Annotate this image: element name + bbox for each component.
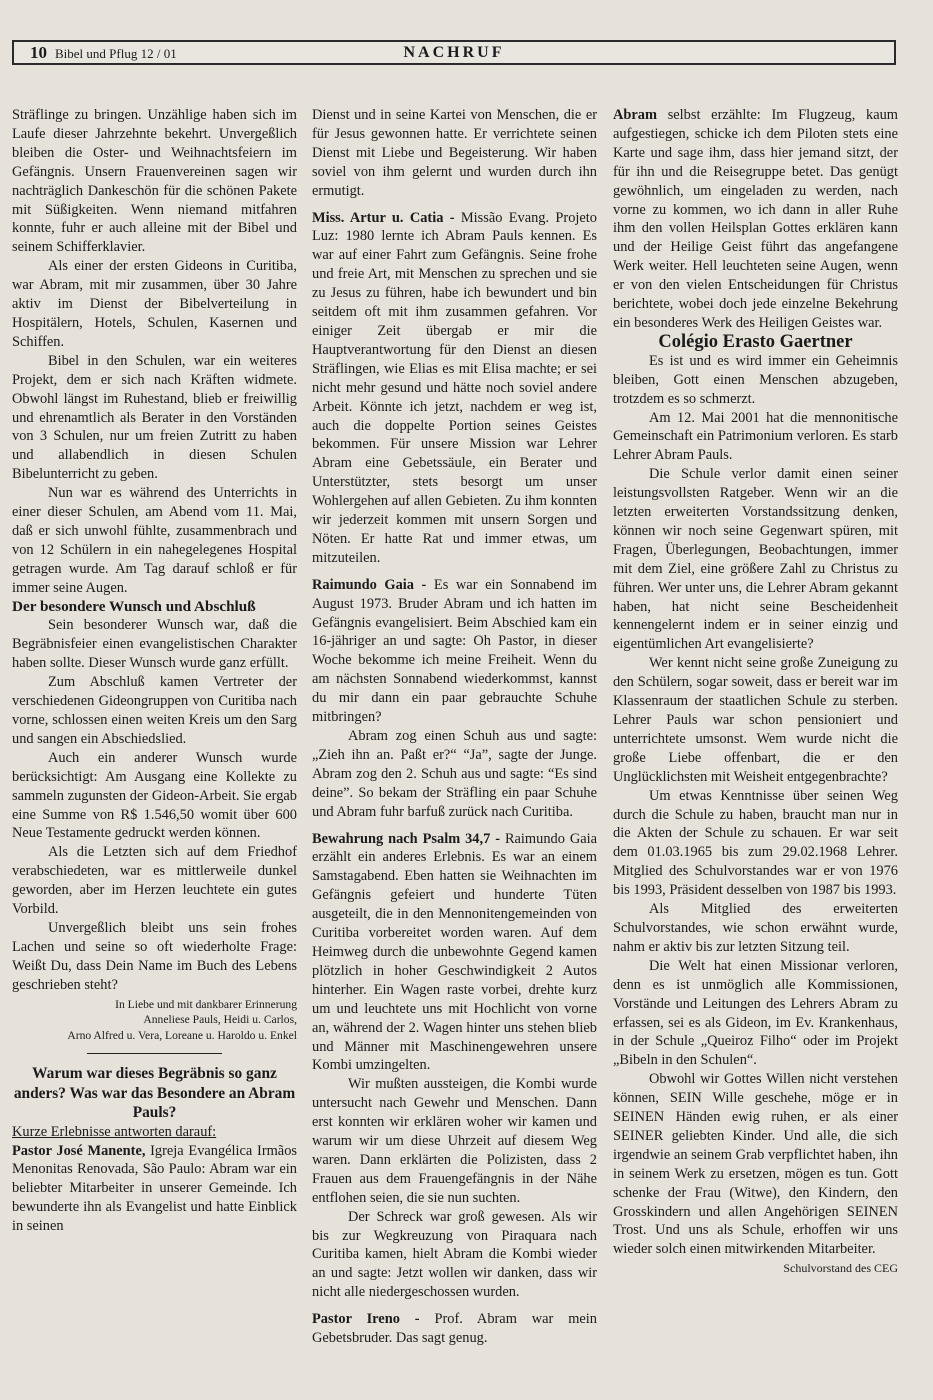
paragraph-text: Igreja Evangélica Irmãos Menonitas Renovada, São Paulo: Abram war ein beliebter Mitarbeiter in unserer Gemeinde. Ich bewunderte ihn als Evangelist und hatte Einblick in seinen: [12, 1142, 297, 1235]
signature: Schulvorstand des CEG: [783, 1261, 898, 1276]
paragraph: Bibel in den Schulen, war ein weiteres Projekt, dem er sich nach Kräften widmete. Obwohl längst im Ruhestand, blieb er freiwillig und ehrenamtlich als Berater in den Vorständen von 3 Schulen, nur um freien Zutritt zu haben und allabendlich in diesen Schulen Bibelunterricht zu geben.: [12, 352, 297, 483]
lead-in: Abram: [613, 107, 657, 123]
paragraph: Unvergeßlich bleibt uns sein frohes Lachen und seine so oft wiederholte Frage: Weißt Du, dass Dein Name im Buch des Lebens geschrieben steht?: [12, 919, 297, 993]
paragraph: Wer kennt nicht seine große Zuneigung zu den Schülern, sogar soweit, dass er bereit war im Klassenraum der staatlichen Schule zu sterben. Lehrer Pauls war schon pensioniert und unterrichtete umsonst. Wem wurde nicht die große Liebe offenbart, die er den Unglücklichsten mit Weisheit entgegenbrachte?: [613, 655, 898, 785]
lead-in: Pastor José Manente,: [12, 1142, 146, 1159]
paragraph: [312, 576, 597, 727]
paragraph: Als Mitglied des erweiterten Schulvorstandes, wie schon erwähnt wurde, nahm er aktiv bis zur letzten Sitzung teil.: [613, 901, 898, 955]
signature-line: Arno Alfred u. Vera, Loreane u. Haroldo u. Enkel: [67, 1028, 297, 1042]
paragraph: Als einer der ersten Gideons in Curitiba, war Abram, mit mir zusammen, über 30 Jahre aktiv im Dienst der Bibelverteilung in Hospitälern, Hotels, Schulen, Kasernen und Schiffen.: [12, 258, 297, 350]
paragraph: Der Schreck war groß gewesen. Als wir bis zur Wegkreuzung von Piraquara nach Curitiba kamen, hielt Abram die Kombi wieder an und sagte: Jetzt wollen wir danken, dass wir nicht alle niedergeschossen wurden.: [312, 1208, 597, 1301]
paragraph: Zum Abschluß kamen Vertreter der verschiedenen Gideongruppen von Curitiba nach vorne, schlossen einen weiten Kreis um den Sarg und sangen ein Abschiedslied.: [12, 674, 297, 747]
paragraph: Sträflinge zu bringen. Unzählige haben sich im Laufe dieser Jahrzehnte bekehrt. Unvergeßlich bleiben die Oster- und Weihnachtsfeiern im Gefängnis. Unsern Frauenvereinen sagen wir nachträglich Dankeschön für die schönen Pakete mit Süßigkeiten. Wenn niemand mitfahren konnte, fuhr er auch alleine mit der Bibel und seinem Schifferklavier.: [12, 107, 297, 256]
paragraph: [312, 209, 597, 568]
question-heading: Warum war dieses Begräbnis so ganz anders? Was war das Besondere an Abram Pauls?: [13, 1065, 296, 1122]
page-number: 10: [30, 42, 47, 62]
paragraph: [312, 830, 597, 1076]
paragraph: [312, 1310, 597, 1348]
paragraph: Abram zog einen Schuh aus und sagte: „Zieh ihn an. Paßt er?“ “Ja”, sagte der Junge. Abram zog den 2. Schuh aus und sagte: “Es sind deine”. So bekam der Sträfling ein paar Schuhe und Abram fuhr barfuß zurück nach Curitiba.: [312, 728, 597, 820]
paragraph-text: Missão Evang. Projeto Luz: 1980 lernte ich Abram Pauls kennen. Es war auf einer Fahrt zum Gefängnis. Seine frohe und freie Art, mit Menschen zu sprechen und sie zu Jesus zu führen, habe ich bewundert und bin seitdem oft mit ihm zusammen gefahren. Vor einiger Zeit übergab er mir die Hauptverantwortung für den Dienst an diesen Sträflingen, wie Elias es mit Elisa machte; er sei nicht mehr gesund und hätte noch soviel andere Arbeit. Könnte ich jetzt, nachdem er weg ist, auch die doppelte Portion seines Geistes bekommen. Für unsere Mission war Lehrer Abram eine Gebetssäule, ein Berater und Unterstützter, stets besorgt um unser Wohlergehen auf allen Gebieten. Zu ihm konnten wir jederzeit kommen mit unsern Sorgen und Nöten. Er hatte Rat und immer etwas, um mitzuteilen.: [312, 209, 597, 566]
column-3: [613, 106, 898, 1386]
paragraph: Es ist und es wird immer ein Geheimnis bleiben, Gott einen Menschen abzugeben, trotzdem es so schmerzt.: [613, 352, 898, 407]
paragraph: Sein besonderer Wunsch war, daß die Begräbnisfeier einen evangelistischen Charakter haben sollte. Dieser Wunsch wurde ganz erfüllt.: [12, 617, 297, 672]
paragraph: [613, 106, 898, 333]
paragraph: Obwohl wir Gottes Willen nicht verstehen können, SEIN Wille geschehe, möge er in SEINEN Händen ewig ruhen, er als einer SEINER geliebten Kinder. Und alle, die sich irgendwie an seinem Grab verpflichtet haben, ihn in seinem Werk zu ersetzen, mögen es tun. Gott schenke der Frau (Witwe), den Kindern, den Grosskindern und allen Angehörigen SEINEN Trost. Und uns als Schule, erhoffen wir uns wieder solch einen mitwirkenden Mitarbeiter.: [613, 1071, 898, 1258]
paragraph: Die Welt hat einen Missionar verloren, denn es ist unmöglich alle Kommissionen, Vorstände und Leitungen des Lehrers Abram zu erfassen, sei es als Gideon, im Ev. Krankenhaus, in der Schule „Queiroz Filho“ oder im Projekt „Bibeln in den Schulen“.: [613, 957, 898, 1069]
paragraph: Am 12. Mai 2001 hat die mennonitische Gemeinschaft ein Patrimonium verloren. Es starb Lehrer Abram Pauls.: [613, 409, 898, 464]
paragraph: Nun war es während des Unterrichts in einer dieser Schulen, am Abend vom 11. Mai, daß er sich unwohl fühlte, zusammenbrach und von 12 Schülern in ein nahegelegenes Hospital getragen wurde. Am Tag darauf schloß er für immer seine Augen.: [12, 485, 297, 596]
paragraph-text: Prof. Abram war mein Gebetsbruder. Das sagt genug.: [312, 1311, 597, 1347]
section-heading: Der besondere Wunsch und Abschluß: [12, 597, 256, 615]
header-left: [14, 43, 330, 63]
paragraph: [12, 1142, 297, 1237]
signature-line: In Liebe und mit dankbarer Erinnerung: [115, 997, 297, 1011]
paragraph: Um etwas Kenntnisse über seinen Weg durch die Schule zu haben, braucht man nur in die Akten der Schule zu schauen. Er war seit dem 01.03.1965 bis zum 29.02.1968 Lehrer. Mitglied des Schulvorstandes war er von 1976 bis 1993, Präsident desselben von 1987 bis 1993.: [613, 787, 898, 899]
signature-block: [12, 997, 297, 1044]
divider: [87, 1053, 222, 1054]
paragraph: Als die Letzten sich auf dem Friedhof verabschiedeten, war es mittlerweile dunkel geworden, aber im Herzen leuchtete ein gutes Vorbild.: [12, 844, 297, 918]
column-2: [312, 106, 597, 1386]
lead-in: Bewahrung nach Psalm 34,7 -: [312, 830, 501, 847]
paragraph-text: selbst erzählte: Im Flugzeug, kaum aufgestiegen, schicke ich dem Piloten stets eine Karte und sage ihm, dass hier jemand sitzt, der für ihn und die Reisegruppe betet. Das genügt gewöhnlich, um eingeladen zu werden, nach vorne zu kommen, wo ich dann in aller Ruhe ihm den vollen Heilsplan Gottes erklären kann und der Heilige Geist führt das angefangene Werk weiter. Hell leuchteten seine Augen, wenn er von den vielen Entscheidungen für Christus berichtete, wobei doch jede einzelne Bekehrung ein besonderes Werk des Heiligen Geistes war.: [613, 107, 898, 331]
section-heading: Colégio Erasto Gaertner: [658, 331, 853, 352]
publication-issue: Bibel und Pflug 12 / 01: [55, 45, 177, 61]
paragraph: Dienst und in seine Kartei von Menschen, die er für Jesus gewonnen hatte. Er verrichtete seinen Dienst mit Liebe und Begeisterung. Wir haben soviel von ihm gelernt und wurden durch ihn ermutigt.: [312, 107, 597, 199]
subheading: Kurze Erlebnisse antworten darauf:: [12, 1123, 217, 1140]
lead-in: Pastor Ireno -: [312, 1311, 420, 1328]
section-title: NACHRUF: [403, 43, 505, 61]
paragraph-text: Es war ein Sonnabend im August 1973. Bruder Abram und ich hatten im Gefängnis evangelisiert. Beim Abschied kam ein 16-jähriger an und sagte: Oh Pastor, in dieser Woche bekomme ich meine Freiheit. Wenn du am nächsten Sonnabend wiederkommst, kannst du mir dann ein paar gebrauchte Schuhe mitbringen?: [312, 576, 597, 726]
lead-in: Miss. Artur u. Catia -: [312, 209, 455, 226]
paragraph: Auch ein anderer Wunsch wurde berücksichtigt: Am Ausgang eine Kollekte zu sammeln zugunsten der Gideon-Arbeit. Sie ergab eine Summe von R$ 1.546,50 womit über 600 Neue Testamente gedruckt werden können.: [12, 749, 297, 842]
page-header: [12, 40, 896, 65]
lead-in: Raimundo Gaia -: [312, 576, 427, 593]
paragraph: Die Schule verlor damit einen seiner leistungsvollsten Ratgeber. Wenn wir an die letzten erweiterten Vorstandssitzung denken, können wir noch seine Gegenwart spüren, mit Fragen, Überlegungen, Beobachtungen, immer mit dem Ziel, eine größere Zahl zu Christus zu führen. Wer unter uns, die Lehrer Abram gekannt haben, hat nicht seine Bescheidenheit kennengelernt indem er in seiner einzig und eigentümlichen Art evangelisierte?: [613, 466, 898, 653]
paragraph: Wir mußten aussteigen, die Kombi wurde untersucht nach Gewehr und Menschen. Dann erst konnten wir erklären woher wir kamen und warum wir um diese Uhrzeit auf diesem Weg waren. Dann erklärten die Polizisten, dass 2 Frauen aus dem Frauengefängnis in der Nähe entflohen seien, die sie nun suchten.: [312, 1076, 597, 1206]
signature-line: Anneliese Pauls, Heidi u. Carlos,: [143, 1013, 297, 1027]
column-1: [12, 106, 297, 1386]
paragraph-text: Raimundo Gaia erzählt ein anderes Erlebnis. Es war an einem Samstagabend. Eben hatten sie Weihnachten im Gefängnis gefeiert und hunderte Tüten ausgeteilt, die in den Mennonitengemeinden von Curitiba vorbereitet worden waren. Auf dem Heimweg durch die unbewohnte Gegend kamen plötzlich in hoher Geschwindigkeit 2 Autos hinterher. Ein Wagen raste vorbei, drehte kurz um und leuchtete uns mit Hochlicht von vorne an, während der 2. Wagen hinter uns stehen blieb und Männer mit Maschinengewehren unsere Kombi umzingelten.: [312, 830, 597, 1074]
